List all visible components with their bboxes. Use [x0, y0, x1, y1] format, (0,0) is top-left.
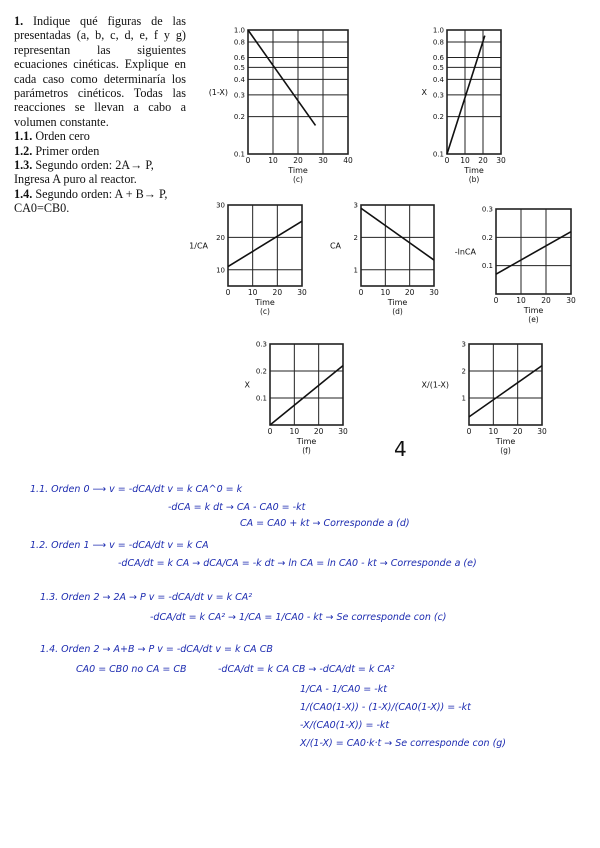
- item-number: 1.4.: [14, 186, 33, 201]
- y-tick-label: 1: [461, 394, 466, 403]
- y-tick-label: 20: [216, 233, 225, 242]
- y-tick-label: 0.4: [432, 75, 444, 84]
- x-tick-label: 20: [478, 156, 488, 165]
- item-number: 1.3.: [14, 158, 33, 173]
- plot-frame: [496, 209, 571, 294]
- x-axis-label: Time: [464, 166, 484, 175]
- x-axis-label: Time: [523, 306, 544, 315]
- question-intro: Indique qué figuras de las presentadas (a, b, c, d, e, f y g) representan las siguientes ecuaciones cinéticas. Explique en cada caso como determinaría los parámetros cinéticos. Todas las reacciones se llevan a cabo a volumen constante.: [14, 14, 186, 129]
- y-axis-label: 1/CA: [189, 241, 208, 251]
- panel-title: (c): [293, 175, 303, 184]
- y-tick-label: 0.2: [233, 113, 245, 122]
- y-tick-label: 0.1: [481, 262, 493, 271]
- hw-1-2-line2: -dCA/dt = k CA → dCA/CA = -k dt → ln CA = ln CA0 - kt → Corresponde a (e): [118, 558, 477, 569]
- x-axis-label: Time: [296, 437, 317, 446]
- hw-1-4-line1: 1.4. Orden 2 → A+B → P v = -dCA/dt v = k CA CB: [40, 644, 273, 655]
- y-tick-label: 0.5: [233, 63, 245, 72]
- x-tick-label: 30: [566, 296, 576, 305]
- y-tick-label: 1: [353, 266, 358, 275]
- y-tick-label: 0.1: [432, 150, 444, 159]
- y-tick-label: 10: [216, 266, 225, 275]
- x-tick-label: 10: [380, 288, 391, 297]
- y-axis-label: (1-X): [208, 88, 228, 97]
- y-tick-label: 0.6: [233, 54, 245, 63]
- y-tick-label: 1.0: [432, 26, 444, 35]
- x-tick-label: 20: [541, 296, 551, 305]
- hw-1-4-line4: 1/CA - 1/CA0 = -kt: [300, 684, 387, 695]
- chart-c_top: [209, 27, 353, 185]
- x-tick-label: 20: [404, 288, 415, 297]
- chart-c: [189, 202, 307, 317]
- x-tick-label: 10: [289, 427, 300, 436]
- x-tick-label: 0: [225, 288, 231, 297]
- y-tick-label: 2: [353, 233, 358, 242]
- plot-frame: [228, 205, 302, 286]
- y-tick-label: 2: [461, 367, 466, 376]
- x-tick-label: 30: [537, 427, 547, 436]
- panel-title: (g): [500, 446, 511, 455]
- y-tick-label: 0.6: [432, 54, 444, 63]
- series-line: [228, 221, 302, 266]
- item-text: Primer orden: [35, 143, 100, 158]
- x-tick-label: 20: [512, 427, 523, 436]
- panel-title: (d): [392, 307, 403, 316]
- hw-1-1-line3: CA = CA0 + kt → Corresponde a (d): [240, 518, 410, 529]
- hw-1-2-line1: 1.2. Orden 1 ⟶ v = -dCA/dt v = k CA: [30, 540, 209, 551]
- handwritten-solution: [0, 470, 600, 848]
- x-tick-label: 20: [293, 156, 303, 165]
- x-tick-label: 30: [297, 288, 307, 297]
- y-tick-label: 0.3: [432, 91, 444, 100]
- y-tick-label: 0.8: [233, 38, 245, 47]
- item-text: Orden cero: [35, 129, 90, 144]
- y-tick-label: 3: [353, 201, 358, 210]
- y-tick-label: 0.5: [432, 63, 444, 72]
- plot-frame: [270, 344, 343, 425]
- x-tick-label: 30: [338, 427, 348, 436]
- y-tick-label: 0.3: [255, 340, 267, 349]
- y-tick-label: 0.3: [481, 205, 493, 214]
- hw-1-3-line1: 1.3. Orden 2 → 2A → P v = -dCA/dt v = k CA²: [40, 592, 253, 603]
- y-tick-label: 0.4: [233, 75, 245, 84]
- x-axis-label: Time: [255, 298, 275, 307]
- chart-e: [455, 206, 576, 325]
- x-tick-label: 20: [313, 427, 324, 436]
- y-axis-label: X: [244, 380, 250, 390]
- panel-title: (f): [302, 446, 311, 455]
- chart-b: [422, 27, 506, 185]
- y-tick-label: 0.2: [481, 233, 493, 242]
- y-tick-label: 1.0: [233, 26, 245, 35]
- y-axis-label: -lnCA: [454, 247, 476, 257]
- y-axis-label: X: [421, 88, 427, 97]
- x-tick-label: 0: [245, 156, 251, 165]
- series-line: [496, 232, 571, 274]
- chart-g: [422, 341, 547, 456]
- x-tick-label: 0: [493, 296, 499, 305]
- plot-frame: [361, 205, 434, 286]
- y-tick-label: 0.2: [255, 367, 267, 376]
- hw-1-4-line3: -dCA/dt = k CA CB → -dCA/dt = k CA²: [218, 664, 395, 675]
- series-line: [270, 366, 343, 425]
- x-tick-label: 20: [272, 288, 283, 297]
- item-number: 1.2.: [14, 143, 33, 158]
- x-tick-label: 0: [444, 156, 450, 165]
- series-line: [469, 366, 542, 417]
- x-tick-label: 40: [343, 156, 353, 165]
- x-tick-label: 10: [460, 156, 470, 165]
- x-tick-label: 0: [358, 288, 364, 297]
- hw-1-4-line7: X/(1-X) = CA0·k·t → Se corresponde con (g): [300, 738, 507, 749]
- y-tick-label: 3: [461, 340, 466, 349]
- x-axis-label: Time: [288, 166, 308, 175]
- x-tick-label: 30: [429, 288, 439, 297]
- x-tick-label: 0: [267, 427, 273, 436]
- panel-title: (b): [468, 175, 480, 184]
- y-tick-label: 0.1: [255, 394, 267, 403]
- item-number: 1.1.: [14, 129, 33, 144]
- x-tick-label: 30: [496, 156, 506, 165]
- hw-1-4-line5: 1/(CA0(1-X)) - (1-X)/(CA0(1-X)) = -kt: [300, 702, 471, 713]
- y-axis-label: CA: [329, 241, 341, 251]
- plot-frame: [469, 344, 542, 425]
- x-tick-label: 10: [247, 288, 258, 297]
- chart-f: [245, 341, 348, 456]
- x-tick-label: 10: [516, 296, 526, 305]
- hw-1-4-line6: -X/(CA0(1-X)) = -kt: [300, 720, 390, 731]
- hw-1-3-line2: -dCA/dt = k CA² → 1/CA = 1/CA0 - kt → Se corresponde con (c): [150, 612, 447, 623]
- panel-title: (c): [260, 307, 270, 316]
- y-tick-label: 0.1: [233, 150, 245, 159]
- series-line: [361, 208, 434, 260]
- x-tick-label: 10: [268, 156, 278, 165]
- chart-d: [330, 202, 439, 317]
- x-tick-label: 10: [488, 427, 499, 436]
- hw-1-4-line2: CA0 = CB0 no CA = CB: [76, 664, 187, 675]
- hw-1-1-line2: -dCA = k dt → CA - CA0 = -kt: [168, 502, 306, 513]
- x-axis-label: Time: [495, 437, 516, 446]
- page-number: 4: [394, 437, 407, 461]
- y-axis-label: X/(1-X): [421, 380, 449, 390]
- series-line: [248, 30, 316, 125]
- y-tick-label: 0.8: [432, 38, 444, 47]
- panel-title: (e): [528, 315, 539, 324]
- item-text: Segundo orden: 2A→ P, Ingresa A puro al reactor.: [14, 158, 154, 187]
- question-number: 1.: [14, 14, 24, 28]
- y-tick-label: 0.2: [432, 113, 444, 122]
- plot-frame: [447, 30, 501, 154]
- x-tick-label: 0: [466, 427, 472, 436]
- item-text: Segundo orden: A + B→ P, CA0=CB0.: [14, 186, 168, 216]
- x-tick-label: 30: [318, 156, 328, 165]
- y-tick-label: 0.3: [233, 91, 245, 100]
- x-axis-label: Time: [387, 298, 408, 307]
- hw-1-1-line1: 1.1. Orden 0 ⟶ v = -dCA/dt v = k CA^0 = k: [30, 484, 243, 495]
- y-tick-label: 30: [216, 201, 225, 210]
